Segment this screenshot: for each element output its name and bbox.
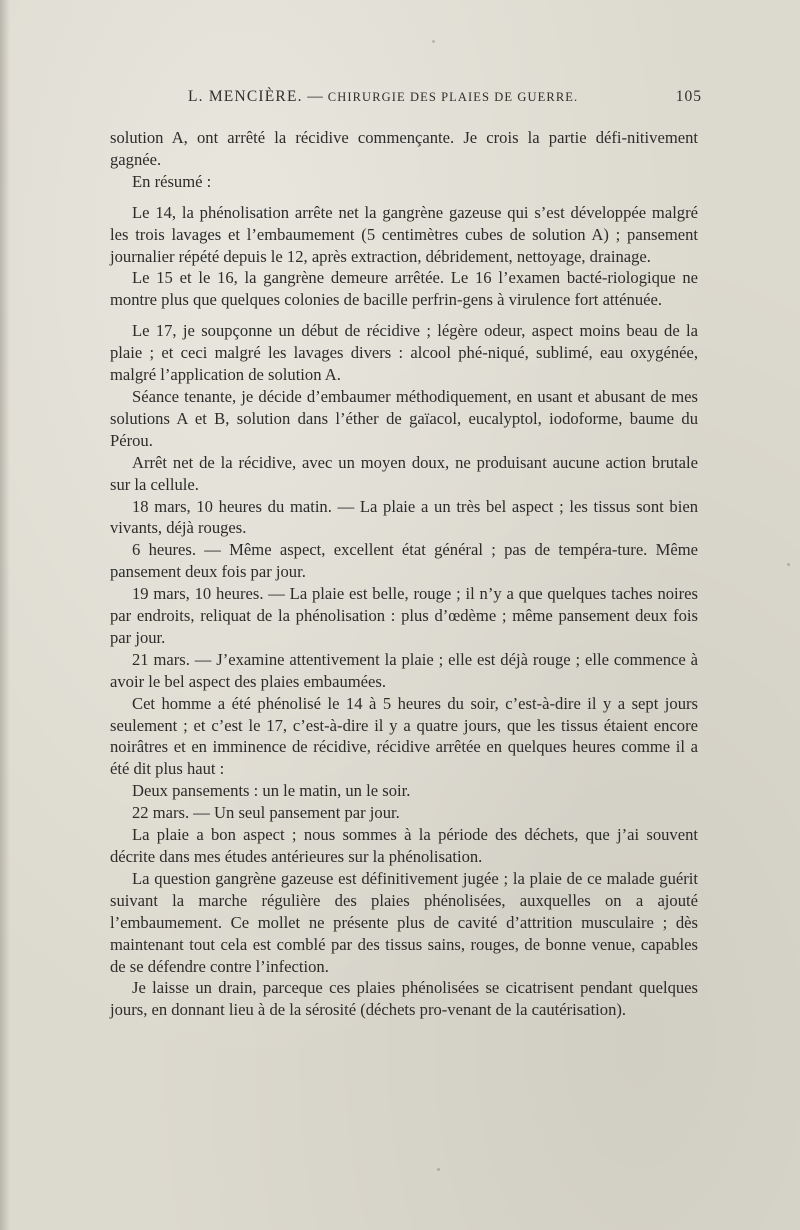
paragraph: Séance tenante, je décide d’embaumer méthodiquement, en usant et abusant de mes solutions A et B, solution dans l’éther de gaïacol, eucalyptol, iodoforme, baume du Pérou. xyxy=(110,386,698,450)
paragraph: 19 mars, 10 heures. — La plaie est belle, rouge ; il n’y a que quelques taches noires par endroits, reliquat de la phénolisation : plus d’œdème ; même pansement deux fois par jour. xyxy=(110,584,698,647)
paragraph: Deux pansements : un le matin, un le soir. xyxy=(132,781,411,801)
header-title: CHIRURGIE DES PLAIES DE GUERRE. xyxy=(327,90,579,104)
header-separator: — xyxy=(307,88,324,105)
page-number: 105 xyxy=(675,88,702,105)
running-header xyxy=(188,88,708,106)
header-author: L. MENCIÈRE. xyxy=(188,88,303,105)
paragraph: 21 mars. — J’examine attentivement la plaie ; elle est déjà rouge ; elle commence à avoir le bel aspect des plaies embaumées. xyxy=(110,649,698,691)
paragraph: Le 14, la phénolisation arrête net la gangrène gazeuse qui s’est développée malgré les trois lavages et l’embaumement (5 centimètres cubes de solution A) ; pansement journalier répété depuis le 12, après extraction, débridement, nettoyage, drainage. xyxy=(110,202,698,266)
paragraph: Le 17, je soupçonne un début de récidive ; légère odeur, aspect moins beau de la plaie ; et ceci malgré les lavages divers : alcool phé-niqué, sublimé, eau oxygénée, malgré l’application de solution A. xyxy=(110,321,698,385)
paragraph: 6 heures. — Même aspect, excellent état général ; pas de tempéra-ture. Même pansement deux fois par jour. xyxy=(110,540,698,582)
paper-speck xyxy=(787,563,790,566)
paper-speck xyxy=(437,1168,440,1171)
paragraph: En résumé : xyxy=(132,171,212,191)
paragraph: solution A, ont arrêté la récidive commençante. Je crois la partie défi-nitivement gagnée. xyxy=(110,128,698,169)
paragraph: La question gangrène gazeuse est définitivement jugée ; la plaie de ce malade guérit suivant la marche régulière des plaies phénolisées, auxquelles on a ajouté l’embaumement. Ce mollet ne présente plus de cavité d’attrition musculaire ; dès maintenant tout cela est comblé par des tissus sains, rouges, de bonne venue, capables de se défendre contre l’infection. xyxy=(110,868,698,976)
page-edge-shadow xyxy=(0,0,10,1230)
paragraph: Le 15 et le 16, la gangrène demeure arrêtée. Le 16 l’examen bacté-riologique ne montre plus que quelques colonies de bacille perfrin-gens à virulence fort atténuée. xyxy=(110,268,698,310)
paragraph: La plaie a bon aspect ; nous sommes à la période des déchets, que j’ai souvent décrite dans mes études antérieures sur la phénolisation. xyxy=(110,825,698,866)
body-text xyxy=(110,127,698,1021)
paragraph: 22 mars. — Un seul pansement par jour. xyxy=(132,803,400,823)
paragraph: 18 mars, 10 heures du matin. — La plaie a un très bel aspect ; les tissus sont bien vivants, déjà rouges. xyxy=(110,496,698,538)
paragraph: Je laisse un drain, parceque ces plaies phénolisées se cicatrisent pendant quelques jours, en donnant lieu à de la sérosité (déchets pro-venant de la cautérisation). xyxy=(110,978,698,1020)
paragraph: Cet homme a été phénolisé le 14 à 5 heures du soir, c’est-à-dire il y a sept jours seulement ; et c’est le 17, c’est-à-dire il y a quatre jours, que les tissus étaient encore noirâtres et en imminence de récidive, récidive arrêtée en quelques heures comme il a été dit plus haut : xyxy=(110,693,698,779)
paragraph: Arrêt net de la récidive, avec un moyen doux, ne produisant aucune action brutale sur la cellule. xyxy=(110,452,698,494)
paper-speck xyxy=(432,40,435,43)
